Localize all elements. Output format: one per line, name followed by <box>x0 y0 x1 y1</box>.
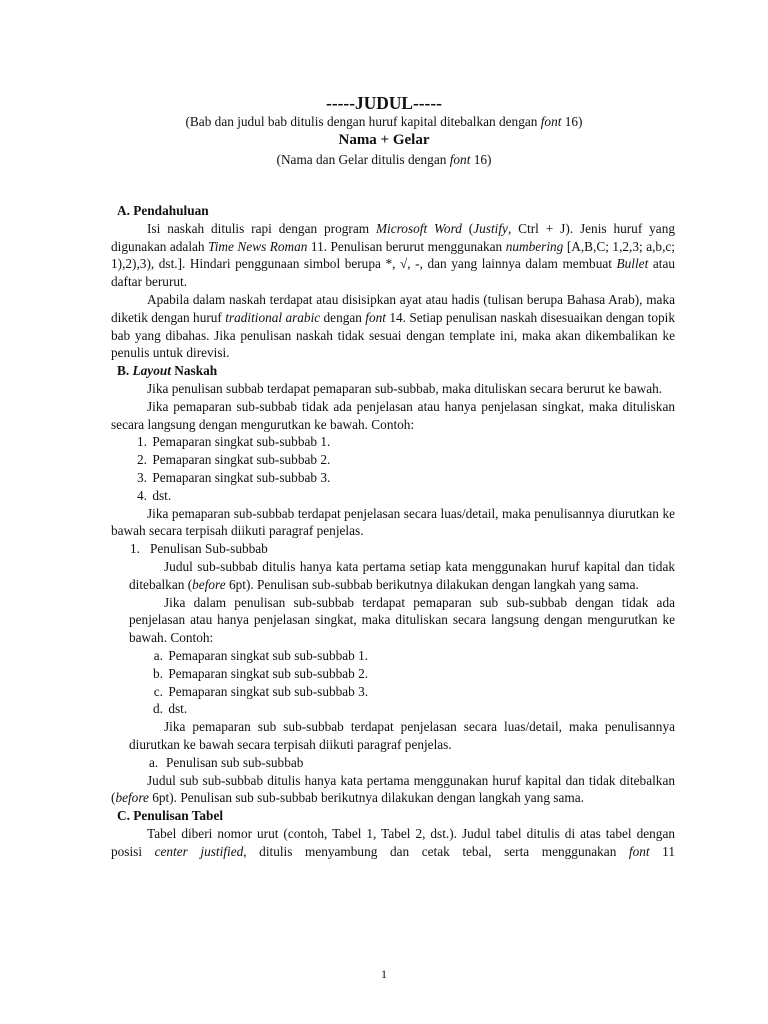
document-body <box>111 202 675 860</box>
list-item: 4. dst. <box>137 487 172 503</box>
text-run: 14. Setiap penulisan naskah disesuaikan dengan topik bab yang dibahas. Jika penulisan naskah tidak sesuai dengan template ini, maka akan dikembalikan ke penulis untuk direvisi. <box>111 309 675 361</box>
section-b-paragraph-1: Jika penulisan subbab terdapat pemaparan sub-subbab, maka dituliskan secara berurut ke bawah. <box>147 380 663 396</box>
section-a-paragraph-1 <box>111 220 675 291</box>
section-a-paragraph-2 <box>111 291 675 362</box>
text-run: dengan <box>320 309 366 325</box>
text-run: Isi naskah ditulis rapi dengan program <box>147 220 376 236</box>
text-run: ( <box>461 220 474 236</box>
list-item: d. dst. <box>153 701 188 717</box>
section-b-heading: B. Layout Naskah <box>117 363 218 379</box>
italic-term: Microsoft Word <box>375 220 462 236</box>
text-run: [A,B,C; 1,2,3; a,b,c; 1),2),3), dst.]. Hindari penggunaan simbol berupa *, √, -, dan yang lainnya dalam membuat <box>111 238 675 272</box>
section-c-heading: C. Penulisan Tabel <box>117 808 224 824</box>
sub-subbab-paragraph-1: Judul sub-subbab ditulis hanya kata pertama setiap kata menggunakan huruf kapital dan tidak ditebalkan (before 6pt). Penulisan sub-subbab berikutnya dilakukan dengan langkah yang sama. <box>129 558 675 592</box>
list-item: a. Pemaparan singkat sub sub-subbab 1. <box>153 647 369 663</box>
list-item: 3. Pemaparan singkat sub-subbab 3. <box>137 469 331 485</box>
italic-term: traditional arabic <box>225 309 321 325</box>
sub-sub-subbab-paragraph: Judul sub sub-subbab ditulis hanya kata pertama menggunakan huruf kapital dan tidak ditebalkan (before 6pt). Penulisan sub sub-subbab berikutnya dilakukan dengan langkah yang sama. <box>111 772 675 806</box>
list-item: c. Pemaparan singkat sub sub-subbab 3. <box>153 683 369 699</box>
author-name: Nama + Gelar <box>338 132 430 148</box>
italic-term: Time News Roman <box>208 238 308 254</box>
section-b-paragraph-3: Jika pemaparan sub-subbab terdapat penjelasan secara luas/detail, maka penulisannya diurutkan ke bawah secara terpisah diikuti paragraf penjelas. <box>111 505 675 539</box>
italic-term: numbering <box>505 238 564 254</box>
section-c-paragraph-1: Tabel diberi nomor urut (contoh, Tabel 1, Tabel 2, dst.). Judul tabel ditulis di atas tabel dengan posisi center justified, ditulis menyambung dan cetak tebal, serta menggunakan font 11 <box>111 825 675 859</box>
sub-subbab-heading: 1. Penulisan Sub-subbab <box>130 541 268 557</box>
italic-term: font <box>365 309 386 325</box>
document-title: -----JUDUL----- <box>326 93 442 113</box>
sub-subbab-paragraph-3: Jika pemaparan sub sub-subbab terdapat penjelasan secara luas/detail, maka penulisannya diurutkan ke bawah secara terpisah diikuti paragraf penjelas. <box>129 719 675 752</box>
text-run: atau daftar berurut. <box>111 256 675 290</box>
section-b-paragraph-2: Jika pemaparan sub-subbab tidak ada penjelasan atau hanya penjelasan singkat, maka dituliskan secara langsung dengan mengurutkan ke bawah. Contoh: <box>111 398 675 432</box>
list-item: 2. Pemaparan singkat sub-subbab 2. <box>137 452 331 468</box>
italic-term: Bullet <box>616 256 649 272</box>
sub-sub-subbab-heading: a. Penulisan sub sub-subbab <box>149 754 304 770</box>
list-item: 1. Pemaparan singkat sub-subbab 1. <box>137 434 331 450</box>
sub-subbab-paragraph-2: Jika dalam penulisan sub-subbab terdapat pemaparan sub sub-subbab dengan tidak ada penjelasan atau hanya penjelasan singkat, maka dituliskan secara langsung dengan mengurutkan ke bawah. Contoh: <box>129 594 675 646</box>
title-note: (Bab dan judul bab ditulis dengan huruf kapital ditebalkan dengan font 16) <box>185 114 583 129</box>
name-note: (Nama dan Gelar ditulis dengan font 16) <box>276 152 492 167</box>
page-number: 1 <box>381 967 387 981</box>
list-item: b. Pemaparan singkat sub sub-subbab 2. <box>153 665 369 681</box>
section-a-heading: A. Pendahuluan <box>117 203 209 218</box>
text-run: 11. Penulisan berurut menggunakan <box>307 238 506 254</box>
italic-term: Justify <box>473 220 508 236</box>
text-run: , Ctrl + J). Jenis huruf yang digunakan adalah <box>111 220 675 254</box>
text-run: Apabila dalam naskah terdapat atau disisipkan ayat atau hadis (tulisan berupa Bahasa Arab), maka diketik dengan huruf <box>111 291 675 325</box>
